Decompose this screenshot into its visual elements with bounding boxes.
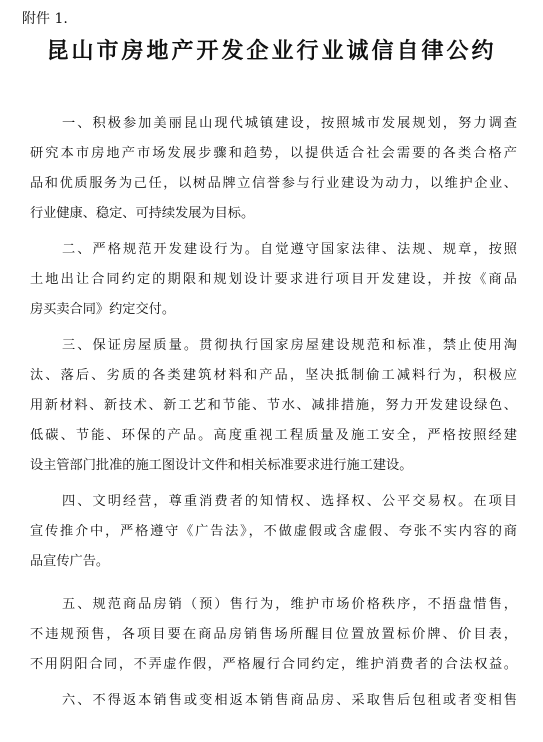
paragraph-4-line-2: 宣传推介中，严格遵守《广告法》，不做虚假或含虚假、夸张不实内容的商 [30, 524, 517, 539]
paragraph-1-line-1: 一、积极参加美丽昆山现代城镇建设，按照城市发展规划，努力调查 [62, 116, 517, 131]
paragraph-4-line-1: 四、文明经营，尊重消费者的知情权、选择权、公平交易权。在项目 [62, 494, 517, 509]
document-title: 昆山市房地产开发企业行业诚信自律公约 [46, 38, 497, 64]
paragraph-5-line-2: 不违规预售，各项目要在商品房销售场所醒目位置放置标价牌、价目表， [30, 627, 517, 642]
paragraph-3-line-5: 设主管部门批准的施工图设计文件和相关标准要求进行施工建设。 [30, 458, 413, 473]
paragraph-1-line-4: 行业健康、稳定、可持续发展为目标。 [30, 206, 255, 221]
attachment-label: 附件 1. [22, 11, 68, 27]
paragraph-2-line-1: 二、严格规范开发建设行为。自觉遵守国家法律、法规、规章，按照 [62, 242, 517, 257]
paragraph-3-line-1: 三、保证房屋质量。贯彻执行国家房屋建设规范和标准，禁止使用淘 [62, 338, 517, 353]
paragraph-2-line-3: 房买卖合同》约定交付。 [30, 302, 176, 317]
paragraph-1-line-2: 研究本市房地产市场发展步骤和趋势，以提供适合社会需要的各类合格产 [30, 146, 517, 161]
paragraph-4-line-3: 品宣传广告。 [30, 554, 110, 569]
paragraph-3-line-3: 用新材料、新技术、新工艺和节能、节水、减排措施，努力开发建设绿色、 [30, 398, 517, 413]
paragraph-3-line-2: 汰、落后、劣质的各类建筑材料和产品，坚决抵制偷工减料行为，积极应 [30, 368, 517, 383]
paragraph-3-line-4: 低碳、节能、环保的产品。高度重视工程质量及施工安全，严格按照经建 [30, 428, 517, 443]
paragraph-6-line-1: 六、不得返本销售或变相返本销售商品房、采取售后包租或者变相售 [62, 693, 517, 708]
paragraph-5-line-3: 不用阴阳合同，不弄虚作假，严格履行合同约定，维护消费者的合法权益。 [30, 657, 517, 672]
paragraph-1-line-3: 品和优质服务为己任，以树品牌立信誉参与行业建设为动力，以维护企业、 [30, 176, 517, 191]
paragraph-2-line-2: 土地出让合同约定的期限和规划设计要求进行项目开发建设，并按《商品 [30, 272, 517, 287]
paragraph-5-line-1: 五、规范商品房销（预）售行为，维护市场价格秩序，不捂盘惜售， [62, 597, 517, 612]
